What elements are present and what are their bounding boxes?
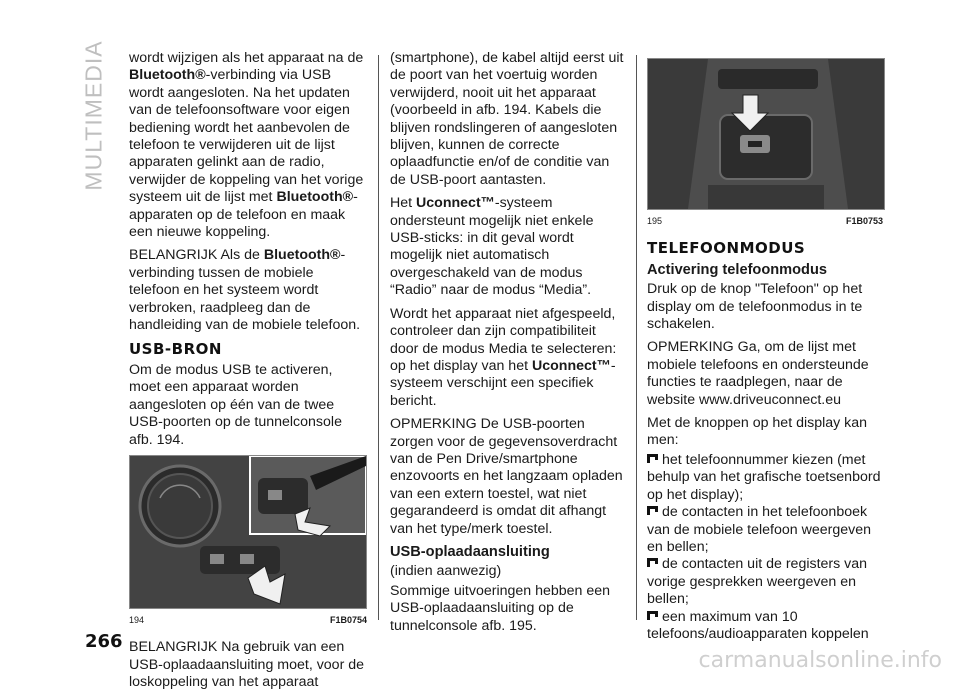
usb-charging-port-illustration bbox=[648, 59, 884, 209]
column-2 bbox=[390, 50, 626, 641]
paragraph: Met de knoppen op het display kan men: bbox=[647, 415, 868, 449]
text: BELANGRIJK Als de bbox=[129, 247, 264, 264]
subheading-phone-activation: Activering telefoonmodus bbox=[647, 261, 828, 278]
text: -apparaten op de telefoon en maak een nieuwe koppeling. bbox=[129, 189, 358, 241]
figure-195-image bbox=[647, 58, 885, 210]
paragraph: OPMERKING Ga, om de lijst met mobiele telefoons en ondersteunde functies te raadplegen, naar de website www.driveuconnect.eu bbox=[647, 339, 869, 408]
section-side-title bbox=[74, 40, 114, 190]
list-item bbox=[647, 452, 883, 504]
bold-term: Uconnect™ bbox=[416, 195, 495, 212]
figure-194-caption bbox=[129, 612, 367, 629]
figure-code: F1B0753 bbox=[845, 216, 883, 226]
list-item bbox=[647, 504, 883, 556]
bold-term: Bluetooth® bbox=[129, 67, 206, 84]
feature-list bbox=[647, 452, 883, 643]
list-item-text: de contacten uit de registers van vorige gesprekken weergeven en bellen; bbox=[647, 556, 868, 608]
bullet-icon bbox=[647, 558, 658, 567]
list-item-text: de contacten in het telefoonboek van de mobiele telefoon weergeven en bellen; bbox=[647, 504, 872, 555]
text: -systeem ondersteunt mogelijk niet enkele USB-sticks: in dit geval wordt mogelijk niet automatisch overgeschakeld van de modus “Radio” naar de modus “Media”. bbox=[390, 195, 594, 299]
page-number: 266 bbox=[85, 631, 123, 652]
column-divider bbox=[636, 55, 637, 620]
bullet-icon bbox=[647, 611, 658, 620]
figure-number: 195 bbox=[647, 216, 663, 226]
bullet-icon bbox=[647, 454, 658, 463]
paragraph: BELANGRIJK Na gebruik van een USB-oplaadaansluiting moet, voor de loskoppeling van het apparaat bbox=[129, 639, 365, 691]
paragraph: Druk op de knop "Telefoon" op het display om de telefoonmodus in te schakelen. bbox=[647, 281, 863, 333]
figure-number: 194 bbox=[129, 614, 145, 625]
figure-194-image bbox=[129, 455, 367, 609]
paragraph bbox=[129, 247, 367, 334]
column-divider bbox=[378, 55, 379, 620]
text: Wordt het apparaat niet afgespeeld, controleer dan zijn compatibiliteit door de modus Media te selecteren: op het display van het bbox=[390, 305, 617, 374]
bold-term: Bluetooth® bbox=[263, 247, 341, 264]
section-heading-usb: USB-BRON bbox=[129, 339, 222, 358]
bullet-icon bbox=[647, 506, 658, 515]
text: -verbinding via USB wordt aangesloten. Na het updaten van de telefoonsoftware voor eigen bediening wordt het aanbevolen de telefoon te verwijderen uit de lijst apparaten gelinkt aan de radio, verwijder de koppeling van het vorige systeem uit de lijst met bbox=[129, 67, 364, 206]
text: -verbinding tussen de mobiele telefoon en het systeem wordt verbroken, raadpleeg dan de handleiding van de mobiele telefoon. bbox=[129, 247, 361, 334]
usb-ports-illustration bbox=[130, 456, 366, 608]
watermark: carmanualsonline.info bbox=[698, 648, 942, 673]
text: -systeem verschijnt een specifiek bericht. bbox=[390, 357, 616, 409]
list-item-text: het telefoonnummer kiezen (met behulp van het grafische toetsenbord op het display); bbox=[647, 451, 881, 503]
figure-code: F1B0754 bbox=[329, 614, 367, 625]
bold-term: Bluetooth® bbox=[276, 189, 354, 206]
bold-term: Uconnect™ bbox=[531, 357, 611, 374]
figure-195-caption bbox=[647, 213, 883, 230]
list-item bbox=[647, 609, 883, 644]
paragraph bbox=[390, 306, 626, 410]
subheading-usb-charging: USB-oplaadaansluiting bbox=[390, 543, 550, 560]
paragraph bbox=[129, 50, 367, 241]
paragraph: Sommige uitvoeringen hebben een USB-oplaadaansluiting op de tunnelconsole afb. 195. bbox=[390, 582, 611, 634]
section-side-title-text: MULTIMEDIA bbox=[80, 39, 107, 191]
paragraph: OPMERKING De USB-poorten zorgen voor de gegevensoverdracht van de Pen Drive/smartphone enzovoorts en het langzaam opladen van een extern toestel, wat niet gegarandeerd is omdat dit afhangt van het type/merk toestel. bbox=[390, 416, 623, 537]
paragraph bbox=[390, 195, 626, 299]
list-item bbox=[647, 556, 883, 608]
column-1 bbox=[129, 50, 367, 698]
list-item-text: een maximum van 10 telefoons/audioapparaten koppelen bbox=[647, 608, 869, 642]
text: Het bbox=[390, 195, 417, 212]
text: wordt wijzigen als het apparaat na de bbox=[129, 50, 364, 66]
paragraph: (smartphone), de kabel altijd eerst uit de poort van het voertuig worden verwijderd, nooit uit het apparaat (voorbeeld in afb. 194. Kabels die blijven rondslingeren of aangesloten blijven, kunnen de correcte oplaadfunctie en/of de conditie van de USB-poort aantasten. bbox=[390, 50, 624, 188]
column-3 bbox=[647, 58, 883, 643]
paragraph: Om de modus USB te activeren, moet een apparaat worden aangesloten op één van de twee USB-poorten op de tunnelconsole afb. 194. bbox=[129, 361, 342, 448]
section-heading-phone-mode: TELEFOONMODUS bbox=[647, 239, 806, 258]
paragraph: (indien aanwezig) bbox=[390, 563, 502, 580]
